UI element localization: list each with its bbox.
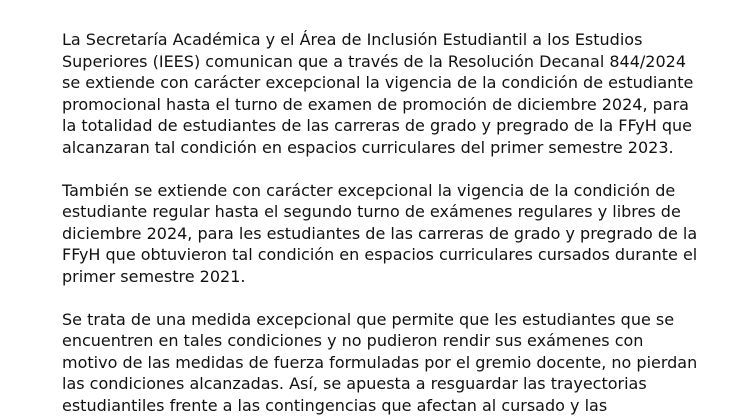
text-line: primer semestre 2021. [62,266,732,288]
paragraph-2 [62,180,732,288]
cropped-heading [62,0,362,6]
article-body [62,29,732,416]
text-line: alcanzaran tal condición en espacios curriculares del primer semestre 2023. [62,137,732,159]
text-line: se extiende con carácter excepcional la vigencia de la condición de estudiante [62,72,732,94]
text-line: estudiante regular hasta el segundo turno de exámenes regulares y libres de [62,201,732,223]
text-line: diciembre 2024, para les estudiantes de las carreras de grado y pregrado de la [62,223,732,245]
text-line: Superiores (IEES) comunican que a través de la Resolución Decanal 844/2024 [62,51,732,73]
text-line: las condiciones alcanzadas. Así, se apuesta a resguardar las trayectorias [62,373,732,395]
paragraph-3 [62,309,732,416]
text-line: Se trata de una medida excepcional que permite que les estudiantes que se [62,309,732,331]
paragraph-1 [62,29,732,158]
text-line: También se extiende con carácter excepcional la vigencia de la condición de [62,180,732,202]
text-line: estudiantiles frente a las contingencias que afectan al cursado y las [62,395,732,416]
text-line: encuentren en tales condiciones y no pudieron rendir sus exámenes con [62,330,732,352]
text-line: la totalidad de estudiantes de las carreras de grado y pregrado de la FFyH que [62,115,732,137]
text-line: promocional hasta el turno de examen de promoción de diciembre 2024, para [62,94,732,116]
text-line: La Secretaría Académica y el Área de Inclusión Estudiantil a los Estudios [62,29,732,51]
text-line: motivo de las medidas de fuerza formuladas por el gremio docente, no pierdan [62,352,732,374]
text-line: FFyH que obtuvieron tal condición en espacios curriculares cursados durante el [62,244,732,266]
